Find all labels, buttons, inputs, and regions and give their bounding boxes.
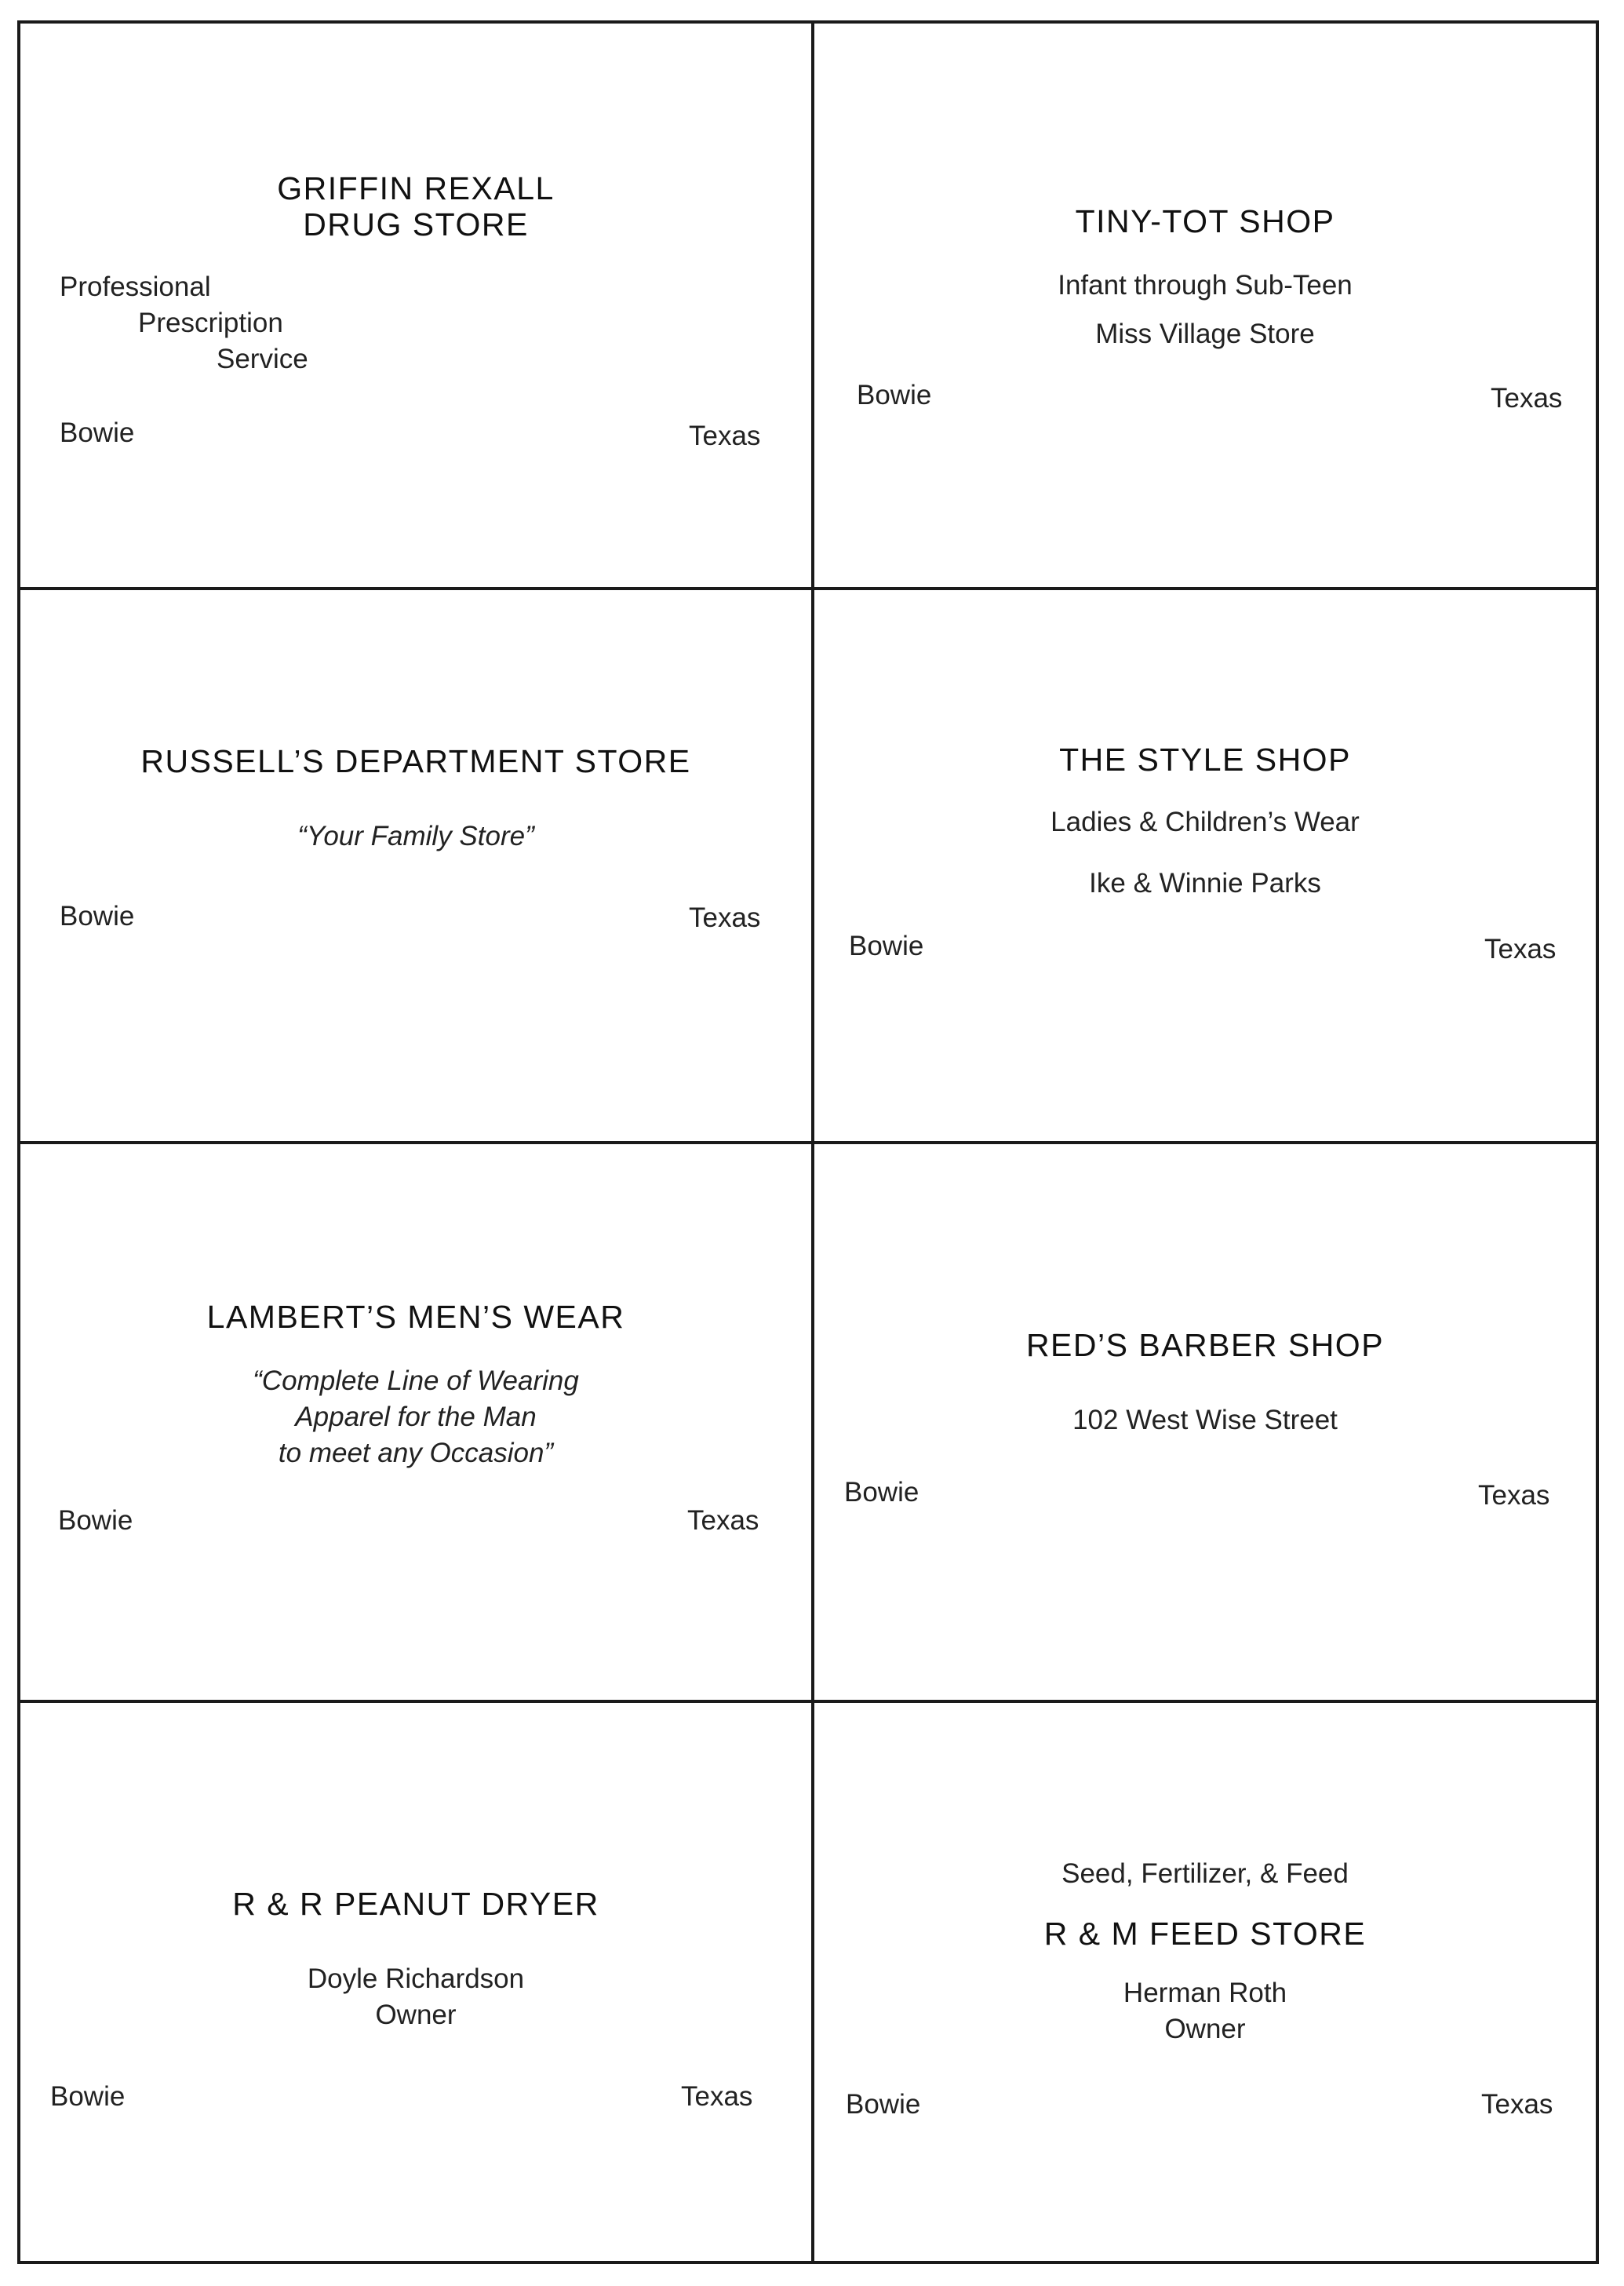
ad-state: Texas [1484, 934, 1557, 964]
ad-state: Texas [687, 1505, 759, 1536]
ad-title: RUSSELL’S DEPARTMENT STORE [140, 743, 691, 779]
ad-title: LAMBERT’S MEN’S WEAR [206, 1299, 625, 1335]
ad-slogan: Apparel for the Man [295, 1402, 537, 1432]
ad-title: DRUG STORE [303, 206, 529, 242]
ad-russells-department-store [20, 590, 811, 1141]
ad-r-and-m-feed-store [814, 1703, 1596, 2261]
ad-state: Texas [1491, 383, 1563, 414]
ad-slogan: “Your Family Store” [297, 821, 534, 851]
ad-title: R & M FEED STORE [1043, 1916, 1367, 1952]
ad-line: Doyle Richardson [307, 1963, 525, 1994]
ad-line: Herman Roth [1123, 1978, 1287, 2008]
ad-line: Owner [375, 2000, 457, 2030]
ad-city: Bowie [50, 2081, 126, 2112]
ad-state: Texas [689, 902, 761, 933]
ad-city: Bowie [857, 380, 932, 410]
ad-line: Miss Village Store [1095, 319, 1315, 349]
ad-title: TINY-TOT SHOP [1075, 203, 1335, 239]
ad-state: Texas [681, 2081, 753, 2112]
ad-line: Infant through Sub-Teen [1058, 270, 1353, 301]
ad-pre-title: Seed, Fertilizer, & Feed [1061, 1858, 1349, 1889]
ad-grid [17, 20, 1599, 2264]
ad-tiny-tot-shop [814, 24, 1596, 587]
ad-city: Bowie [60, 901, 135, 932]
ad-griffin-rexall [20, 24, 811, 587]
ad-slogan: to meet any Occasion” [278, 1438, 554, 1468]
ad-line: Ike & Winnie Parks [1089, 868, 1321, 899]
ad-state: Texas [1478, 1480, 1550, 1511]
ad-slogan: “Complete Line of Wearing [253, 1365, 579, 1396]
ad-city: Bowie [849, 931, 924, 961]
ad-line: Ladies & Children’s Wear [1051, 807, 1360, 837]
ad-title: GRIFFIN REXALL [277, 170, 555, 206]
ad-city: Bowie [846, 2089, 921, 2120]
ad-state: Texas [1481, 2089, 1553, 2120]
ad-city: Bowie [60, 417, 135, 448]
ad-title: R & R PEANUT DRYER [232, 1886, 599, 1922]
ad-tagline: Professional [60, 272, 211, 302]
ad-title: RED’S BARBER SHOP [1025, 1327, 1385, 1363]
ad-tagline: Service [217, 344, 308, 374]
ad-city: Bowie [58, 1505, 133, 1536]
ad-city: Bowie [844, 1477, 919, 1508]
ad-state: Texas [689, 421, 761, 451]
ad-the-style-shop [814, 590, 1596, 1141]
ad-r-and-r-peanut-dryer [20, 1703, 811, 2261]
ad-reds-barber-shop [814, 1144, 1596, 1700]
ad-title: THE STYLE SHOP [1059, 742, 1351, 778]
ad-lamberts-mens-wear [20, 1144, 811, 1700]
ad-line: Owner [1164, 2014, 1246, 2044]
ad-tagline: Prescription [138, 308, 283, 338]
ad-address: 102 West Wise Street [1072, 1405, 1338, 1435]
